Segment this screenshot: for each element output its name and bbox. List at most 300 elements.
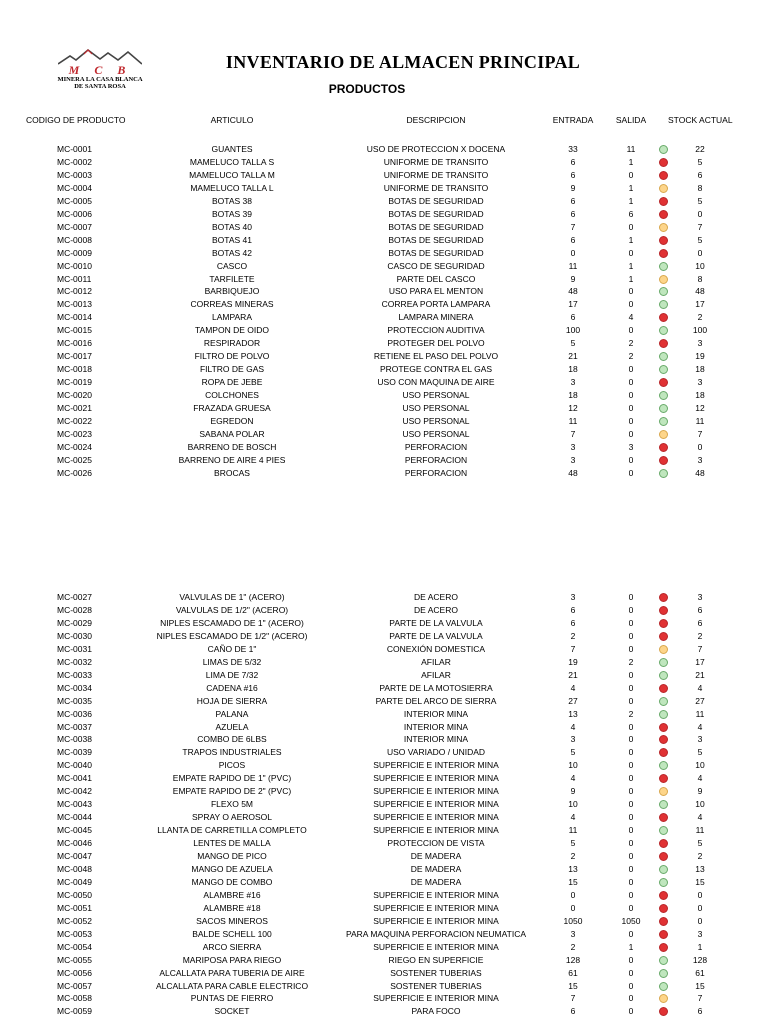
entry-qty: 6	[570, 156, 576, 167]
table-row	[0, 208, 768, 221]
entry-qty: 128	[565, 954, 581, 965]
table-row	[0, 630, 768, 643]
article-name: LENTES DE MALLA	[193, 838, 271, 849]
description: CORREA PORTA LAMPARA	[381, 299, 491, 310]
exit-qty: 0	[628, 377, 634, 388]
description: PROTECCION AUDITIVA	[387, 325, 485, 336]
product-code: MC-0001	[57, 144, 92, 154]
current-stock: 5	[697, 195, 703, 206]
entry-qty: 11	[568, 415, 578, 426]
description: USO PERSONAL	[402, 403, 470, 413]
article-name: VALVULAS DE 1/2" (ACERO)	[175, 604, 289, 615]
entry-qty: 6	[570, 208, 576, 219]
column-header-code: CODIGO DE PRODUCTO	[26, 115, 126, 125]
entry-qty: 0	[570, 247, 576, 258]
description: RIEGO EN SUPERFICIE	[388, 954, 484, 965]
stock-status-indicator-icon	[659, 917, 668, 926]
description: INTERIOR MINA	[403, 721, 469, 732]
article-name: BOTAS 39	[212, 208, 252, 219]
table-row	[0, 837, 768, 850]
article-name: BARRENO DE BOSCH	[187, 441, 277, 452]
entry-qty: 3	[570, 734, 576, 745]
product-code: MC-0058	[57, 993, 92, 1004]
table-row	[0, 156, 768, 169]
exit-qty: 0	[628, 993, 634, 1004]
description: PROTEGER DEL POLVO	[387, 338, 485, 349]
current-stock: 3	[697, 338, 703, 349]
entry-qty: 7	[570, 643, 576, 654]
article-name: BALDE SCHELL 100	[192, 928, 272, 939]
entry-qty: 2	[570, 630, 576, 641]
table-row	[0, 928, 768, 941]
exit-qty: 0	[628, 786, 634, 797]
exit-qty: 0	[628, 799, 634, 810]
article-name: EMPATE RAPIDO DE 1" (PVC)	[172, 773, 292, 784]
product-code: MC-0029	[57, 617, 92, 628]
stock-status-indicator-icon	[659, 645, 668, 654]
entry-qty: 4	[570, 721, 576, 732]
current-stock: 5	[697, 838, 703, 849]
exit-qty: 2	[628, 708, 634, 719]
description: PERFORACION	[404, 467, 468, 478]
exit-qty: 0	[628, 403, 634, 413]
stock-status-indicator-icon	[659, 710, 668, 719]
exit-qty: 0	[628, 643, 634, 654]
article-name: ALCALLATA PARA TUBERIA DE AIRE	[159, 967, 305, 978]
product-code: MC-0020	[57, 390, 92, 401]
article-name: SOCKET	[214, 1006, 250, 1017]
current-stock: 5	[697, 156, 703, 167]
exit-qty: 0	[628, 669, 634, 680]
product-code: MC-0048	[57, 863, 92, 874]
current-stock: 15	[695, 876, 705, 887]
description: UNIFORME DE TRANSITO	[383, 182, 489, 193]
current-stock: 48	[695, 286, 705, 297]
table-row	[0, 992, 768, 1005]
description: BOTAS DE SEGURIDAD	[388, 247, 484, 258]
entry-qty: 11	[568, 260, 578, 271]
exit-qty: 2	[628, 351, 634, 362]
stock-status-indicator-icon	[659, 956, 668, 965]
exit-qty: 11	[626, 144, 636, 154]
exit-qty: 0	[628, 299, 634, 310]
article-name: MAMELUCO TALLA M	[189, 169, 275, 180]
current-stock: 10	[695, 799, 705, 810]
entry-qty: 18	[568, 364, 578, 375]
current-stock: 21	[695, 669, 705, 680]
product-code: MC-0042	[57, 786, 92, 797]
entry-qty: 7	[570, 993, 576, 1004]
entry-qty: 100	[565, 325, 581, 336]
description: SUPERFICIE E INTERIOR MINA	[373, 915, 499, 926]
table-row	[0, 967, 768, 980]
current-stock: 18	[695, 390, 705, 401]
stock-status-indicator-icon	[659, 249, 668, 258]
entry-qty: 2	[570, 941, 576, 952]
exit-qty: 0	[628, 390, 634, 401]
article-name: SACOS MINEROS	[196, 915, 268, 926]
product-code: MC-0007	[57, 221, 92, 232]
description: SUPERFICIE E INTERIOR MINA	[373, 773, 499, 784]
current-stock: 3	[697, 377, 703, 388]
description: AFILAR	[421, 656, 451, 667]
article-name: CADENA #16	[206, 682, 258, 693]
product-code: MC-0004	[57, 182, 92, 193]
entry-qty: 4	[570, 812, 576, 823]
article-name: ALAMBRE #16	[203, 889, 261, 900]
description: DE MADERA	[410, 851, 462, 861]
description: SUPERFICIE E INTERIOR MINA	[373, 825, 499, 836]
description: SOSTENER TUBERIAS	[390, 967, 482, 978]
table-row	[0, 733, 768, 746]
exit-qty: 0	[628, 695, 634, 706]
table-row	[0, 195, 768, 208]
exit-qty: 0	[628, 980, 634, 991]
current-stock: 22	[695, 144, 705, 154]
entry-qty: 5	[570, 838, 576, 849]
current-stock: 18	[695, 364, 705, 375]
stock-status-indicator-icon	[659, 158, 668, 167]
article-name: GUANTES	[211, 144, 253, 154]
description: SUPERFICIE E INTERIOR MINA	[373, 993, 499, 1004]
current-stock: 4	[697, 773, 703, 784]
product-code: MC-0008	[57, 234, 92, 245]
exit-qty: 0	[628, 221, 634, 232]
current-stock: 10	[695, 760, 705, 771]
entry-qty: 9	[570, 182, 576, 193]
exit-qty: 1	[628, 182, 634, 193]
description: BOTAS DE SEGURIDAD	[388, 195, 484, 206]
current-stock: 27	[695, 695, 705, 706]
article-name: VALVULAS DE 1" (ACERO)	[179, 592, 285, 602]
exit-qty: 6	[628, 208, 634, 219]
stock-status-indicator-icon	[659, 787, 668, 796]
stock-status-indicator-icon	[659, 774, 668, 783]
product-code: MC-0003	[57, 169, 92, 180]
product-code: MC-0041	[57, 773, 92, 784]
exit-qty: 0	[628, 604, 634, 615]
article-name: TARFILETE	[209, 273, 255, 284]
entry-qty: 3	[570, 592, 576, 602]
article-name: NIPLES ESCAMADO DE 1" (ACERO)	[160, 617, 304, 628]
stock-status-indicator-icon	[659, 262, 668, 271]
exit-qty: 0	[628, 454, 634, 465]
table-row	[0, 785, 768, 798]
current-stock: 0	[697, 441, 703, 452]
exit-qty: 0	[628, 967, 634, 978]
current-stock: 6	[697, 617, 703, 628]
product-code: MC-0050	[57, 889, 92, 900]
current-stock: 6	[697, 1006, 703, 1017]
stock-status-indicator-icon	[659, 593, 668, 602]
description: PARTE DEL CASCO	[396, 273, 476, 284]
description: BOTAS DE SEGURIDAD	[388, 234, 484, 245]
description: LAMPARA MINERA	[398, 312, 474, 323]
exit-qty: 1	[628, 195, 634, 206]
table-row	[0, 389, 768, 402]
entry-qty: 9	[570, 273, 576, 284]
table-row	[0, 954, 768, 967]
table-row	[0, 682, 768, 695]
logo-line-1: MINERA LA CASA BLANCA	[57, 76, 143, 83]
description: USO PARA EL MENTON	[388, 286, 484, 297]
current-stock: 13	[695, 863, 705, 874]
description: USO PERSONAL	[402, 428, 470, 439]
exit-qty: 0	[628, 325, 634, 336]
product-code: MC-0055	[57, 954, 92, 965]
product-code: MC-0034	[57, 682, 92, 693]
article-name: BROCAS	[214, 467, 250, 478]
stock-status-indicator-icon	[659, 969, 668, 978]
stock-status-indicator-icon	[659, 632, 668, 641]
current-stock: 12	[695, 403, 705, 413]
description: DE ACERO	[414, 592, 458, 602]
article-name: FILTRO DE POLVO	[194, 351, 270, 362]
entry-qty: 19	[568, 656, 578, 667]
product-code: MC-0022	[57, 415, 92, 426]
exit-qty: 1	[628, 260, 634, 271]
current-stock: 0	[697, 208, 703, 219]
exit-qty: 0	[628, 617, 634, 628]
current-stock: 3	[697, 928, 703, 939]
entry-qty: 21	[568, 669, 578, 680]
article-name: NIPLES ESCAMADO DE 1/2" (ACERO)	[156, 630, 308, 641]
column-header-description: DESCRIPCION	[406, 115, 466, 125]
entry-qty: 1050	[563, 915, 583, 926]
current-stock: 9	[697, 786, 703, 797]
product-code: MC-0047	[57, 851, 92, 861]
product-code: MC-0052	[57, 915, 92, 926]
product-code: MC-0012	[57, 286, 92, 297]
product-code: MC-0049	[57, 876, 92, 887]
current-stock: 11	[695, 415, 705, 426]
table-row	[0, 363, 768, 376]
article-name: PUNTAS DE FIERRO	[190, 993, 274, 1004]
current-stock: 8	[697, 182, 703, 193]
description: PERFORACION	[404, 441, 468, 452]
article-name: CASCO	[216, 260, 248, 271]
page-title: INVENTARIO DE ALMACEN PRINCIPAL	[225, 52, 581, 72]
product-code: MC-0015	[57, 325, 92, 336]
stock-status-indicator-icon	[659, 930, 668, 939]
product-code: MC-0056	[57, 967, 92, 978]
product-code: MC-0035	[57, 695, 92, 706]
product-code: MC-0037	[57, 721, 92, 732]
description: PARA FOCO	[411, 1006, 461, 1017]
product-code: MC-0043	[57, 799, 92, 810]
article-name: MANGO DE PICO	[197, 851, 267, 861]
article-name: COMBO DE 6LBS	[197, 734, 267, 745]
current-stock: 11	[695, 708, 705, 719]
exit-qty: 0	[628, 682, 634, 693]
exit-qty: 0	[628, 364, 634, 375]
table-row	[0, 247, 768, 260]
stock-status-indicator-icon	[659, 236, 668, 245]
exit-qty: 0	[628, 838, 634, 849]
product-code: MC-0014	[57, 312, 92, 323]
product-code: MC-0023	[57, 428, 92, 439]
exit-qty: 2	[628, 656, 634, 667]
description: SUPERFICIE E INTERIOR MINA	[373, 941, 499, 952]
product-code: MC-0018	[57, 364, 92, 375]
exit-qty: 0	[628, 415, 634, 426]
stock-status-indicator-icon	[659, 469, 668, 478]
current-stock: 10	[695, 260, 705, 271]
article-name: BOTAS 41	[212, 234, 252, 245]
product-code: MC-0009	[57, 247, 92, 258]
stock-status-indicator-icon	[659, 417, 668, 426]
current-stock: 0	[697, 902, 703, 913]
table-row	[0, 798, 768, 811]
current-stock: 48	[695, 467, 705, 478]
table-row	[0, 1005, 768, 1018]
article-name: SPRAY O AEROSOL	[192, 812, 272, 823]
product-code: MC-0019	[57, 377, 92, 388]
article-name: PALANA	[215, 708, 249, 719]
entry-qty: 15	[568, 980, 578, 991]
entry-qty: 21	[568, 351, 578, 362]
stock-status-indicator-icon	[659, 865, 668, 874]
entry-qty: 17	[568, 299, 578, 310]
current-stock: 7	[697, 643, 703, 654]
stock-status-indicator-icon	[659, 275, 668, 284]
description: INTERIOR MINA	[403, 708, 469, 719]
exit-qty: 0	[628, 428, 634, 439]
entry-qty: 48	[568, 467, 578, 478]
product-code: MC-0016	[57, 338, 92, 349]
stock-status-indicator-icon	[659, 171, 668, 180]
entry-qty: 6	[570, 169, 576, 180]
article-name: LIMAS DE 5/32	[202, 656, 262, 667]
table-row	[0, 617, 768, 630]
description: PARTE DE LA VALVULA	[389, 630, 483, 641]
article-name: LAMPARA	[212, 312, 252, 323]
current-stock: 1	[697, 941, 703, 952]
stock-status-indicator-icon	[659, 878, 668, 887]
table-row	[0, 591, 768, 604]
entry-qty: 15	[568, 876, 578, 887]
current-stock: 0	[697, 889, 703, 900]
table-row	[0, 234, 768, 247]
entry-qty: 6	[570, 312, 576, 323]
product-code: MC-0038	[57, 734, 92, 745]
article-name: EMPATE RAPIDO DE 2" (PVC)	[172, 786, 292, 797]
stock-status-indicator-icon	[659, 813, 668, 822]
entry-qty: 3	[570, 377, 576, 388]
table-row	[0, 708, 768, 721]
current-stock: 2	[697, 630, 703, 641]
current-stock: 7	[697, 221, 703, 232]
article-name: FILTRO DE GAS	[199, 364, 265, 375]
table-row	[0, 467, 768, 480]
exit-qty: 0	[628, 825, 634, 836]
exit-qty: 1	[628, 156, 634, 167]
article-name: HOJA DE SIERRA	[196, 695, 268, 706]
product-code: MC-0025	[57, 454, 92, 465]
column-header-in: ENTRADA	[552, 115, 594, 125]
description: BOTAS DE SEGURIDAD	[388, 221, 484, 232]
table-row	[0, 824, 768, 837]
table-row	[0, 337, 768, 350]
table-row	[0, 669, 768, 682]
product-code: MC-0054	[57, 941, 92, 952]
table-row	[0, 143, 768, 156]
article-name: MAMELUCO TALLA L	[190, 182, 274, 193]
table-row	[0, 311, 768, 324]
table-row	[0, 428, 768, 441]
entry-qty: 12	[568, 403, 578, 413]
entry-qty: 13	[568, 708, 578, 719]
exit-qty: 1	[628, 273, 634, 284]
exit-qty: 0	[628, 760, 634, 771]
product-code: MC-0057	[57, 980, 92, 991]
product-code: MC-0026	[57, 467, 92, 478]
description: PROTEGE CONTRA EL GAS	[379, 364, 493, 375]
current-stock: 0	[697, 247, 703, 258]
stock-status-indicator-icon	[659, 826, 668, 835]
article-name: ALAMBRE #18	[203, 902, 261, 913]
current-stock: 5	[697, 234, 703, 245]
article-name: MARIPOSA PARA RIEGO	[182, 954, 282, 965]
stock-status-indicator-icon	[659, 735, 668, 744]
table-row	[0, 850, 768, 863]
exit-qty: 0	[628, 889, 634, 900]
stock-status-indicator-icon	[659, 352, 668, 361]
table-row	[0, 376, 768, 389]
product-code: MC-0031	[57, 643, 92, 654]
exit-qty: 4	[628, 312, 634, 323]
entry-qty: 3	[570, 441, 576, 452]
product-code: MC-0010	[57, 260, 92, 271]
table-row	[0, 415, 768, 428]
product-code: MC-0011	[57, 273, 92, 284]
exit-qty: 0	[628, 928, 634, 939]
stock-status-indicator-icon	[659, 326, 668, 335]
description: SUPERFICIE E INTERIOR MINA	[373, 786, 499, 797]
exit-qty: 0	[628, 721, 634, 732]
table-row	[0, 169, 768, 182]
current-stock: 8	[697, 273, 703, 284]
current-stock: 128	[692, 954, 708, 965]
description: SUPERFICIE E INTERIOR MINA	[373, 812, 499, 823]
current-stock: 100	[692, 325, 708, 336]
current-stock: 17	[695, 656, 705, 667]
current-stock: 6	[697, 169, 703, 180]
table-row	[0, 285, 768, 298]
stock-status-indicator-icon	[659, 982, 668, 991]
exit-qty: 1	[628, 941, 634, 952]
stock-status-indicator-icon	[659, 800, 668, 809]
exit-qty: 0	[628, 286, 634, 297]
description: PARTE DEL ARCO DE SIERRA	[375, 695, 497, 706]
article-name: PICOS	[218, 760, 246, 771]
product-code: MC-0053	[57, 928, 92, 939]
exit-qty: 0	[628, 734, 634, 745]
product-code: MC-0030	[57, 630, 92, 641]
entry-qty: 7	[570, 428, 576, 439]
current-stock: 2	[697, 312, 703, 323]
entry-qty: 10	[568, 799, 578, 810]
entry-qty: 9	[570, 786, 576, 797]
table-row	[0, 915, 768, 928]
description: USO PERSONAL	[402, 415, 470, 426]
stock-status-indicator-icon	[659, 1007, 668, 1016]
stock-status-indicator-icon	[659, 197, 668, 206]
exit-qty: 0	[628, 863, 634, 874]
current-stock: 11	[695, 825, 705, 836]
current-stock: 5	[697, 747, 703, 758]
current-stock: 4	[697, 721, 703, 732]
